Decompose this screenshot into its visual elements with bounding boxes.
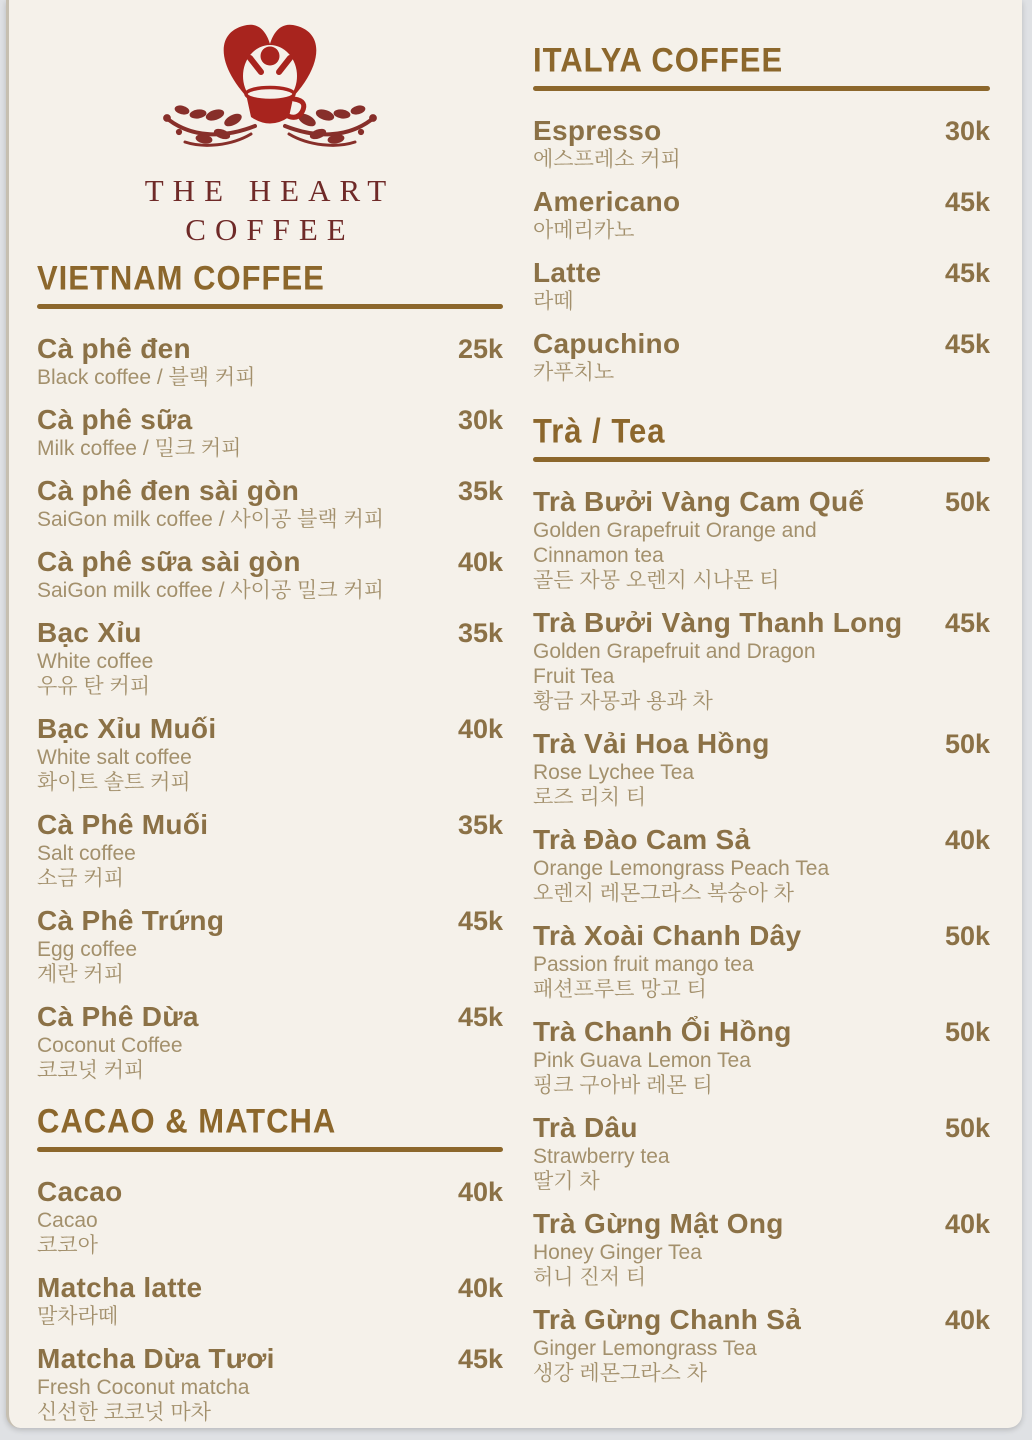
item-desc-line: 카푸치노 [533,361,615,384]
item-desc-line: Golden Grapefruit and Dragon [533,640,816,663]
item-price: 35k [457,476,503,506]
menu-item [533,920,990,1002]
item-price: 40k [457,547,503,577]
item-desc-line: Milk coffee / 밀크 커피 [37,437,242,460]
brand-logo [37,0,503,248]
section-underline [533,86,990,91]
item-price: 30k [457,405,503,435]
section-underline [37,304,503,309]
menu-item-text [37,1001,448,1083]
section-underline [533,457,990,462]
item-desc-line: SaiGon milk coffee / 사이공 밀크 커피 [37,579,385,602]
menu-item-text [533,186,935,243]
section-underline [37,1147,503,1152]
item-price: 45k [944,329,990,359]
menu-item [37,1176,503,1258]
item-name: Cà Phê Dừa [37,1001,199,1032]
item-price: 35k [457,810,503,840]
item-name: Bạc Xỉu [37,617,142,648]
item-price: 40k [457,1273,503,1303]
section-title: VIETNAM COFFEE [37,258,325,298]
menu-item [37,809,503,891]
item-price: 40k [944,825,990,855]
menu-item-text [37,1343,448,1425]
menu-item [37,617,503,699]
menu-item-text [37,713,448,795]
item-name: Trà Đào Cam Sả [533,824,751,855]
item-desc-line: Cinnamon tea [533,544,664,567]
section-title: ITALYA COFFEE [533,40,784,80]
item-name: Trà Vải Hoa Hồng [533,728,770,759]
item-price: 40k [944,1209,990,1239]
item-desc-line: Rose Lychee Tea [533,761,695,784]
menu-item [533,328,990,385]
menu-card [6,0,1022,1428]
item-price: 30k [944,116,990,146]
item-desc-line: 골든 자몽 오렌지 시나몬 티 [533,569,780,592]
item-desc-line: White coffee [37,650,154,673]
item-name: Cà phê sữa [37,404,193,435]
item-price: 50k [944,921,990,951]
item-desc-line: 코코아 [37,1234,98,1257]
item-price: 35k [457,618,503,648]
menu-item [37,905,503,987]
menu-item-text [37,546,448,603]
menu-item [37,404,503,461]
menu-section [37,1101,503,1425]
item-desc-line: 황금 자몽과 용과 차 [533,690,713,713]
item-price: 50k [944,1017,990,1047]
item-name: Cà phê sữa sài gòn [37,546,301,577]
item-price: 25k [457,334,503,364]
menu-item [533,728,990,810]
section-title: CACAO & MATCHA [37,1101,337,1141]
item-name: Capuchino [533,328,681,359]
item-desc-line: 말차라떼 [37,1305,119,1328]
item-price: 45k [457,1002,503,1032]
item-name: Trà Chanh Ổi Hồng [533,1016,792,1047]
menu-section [533,411,990,1386]
menu-item-text [533,728,935,810]
item-name: Espresso [533,115,662,146]
item-name: Bạc Xỉu Muối [37,713,217,744]
item-desc-line: 화이트 솔트 커피 [37,771,191,794]
item-price: 45k [457,1344,503,1374]
item-desc-line: 에스프레소 커피 [533,148,681,171]
menu-item-text [37,1176,448,1258]
menu-item [37,1343,503,1425]
item-name: Cà phê đen [37,333,191,364]
menu-item [533,1304,990,1386]
menu-item [533,1208,990,1290]
item-name: Cà Phê Trứng [37,905,225,936]
menu-item-text [37,809,448,891]
menu-item [533,607,990,714]
item-name: Trà Bưởi Vàng Thanh Long [533,607,903,638]
menu-item [533,115,990,172]
item-desc-line: Ginger Lemongrass Tea [533,1337,757,1360]
item-name: Trà Gừng Chanh Sả [533,1304,802,1335]
menu-section [533,40,990,385]
item-desc-line: White salt coffee [37,746,192,769]
menu-item-text [533,257,935,314]
item-price: 40k [457,714,503,744]
menu-item-text [37,1272,448,1329]
menu-item-text [533,920,935,1002]
item-name: Trà Gừng Mật Ong [533,1208,784,1239]
item-price: 45k [944,258,990,288]
menu-item-text [533,328,935,385]
item-price: 50k [944,1113,990,1143]
item-desc-line: 딸기 차 [533,1170,600,1193]
menu-item-text [37,905,448,987]
item-desc-line: 생강 레몬그라스 차 [533,1362,707,1385]
heart-coffee-logo-icon [155,14,385,166]
brand-name-line1: THE HEART [144,173,396,208]
item-desc-line: Black coffee / 블랙 커피 [37,366,256,389]
item-desc-line: 오렌지 레몬그라스 복숭아 차 [533,882,794,905]
item-desc-line: Coconut Coffee [37,1034,183,1057]
item-price: 40k [944,1305,990,1335]
item-desc-line: 소금 커피 [37,867,124,890]
menu-item-text [533,115,935,172]
menu-item [37,475,503,532]
item-desc-line: SaiGon milk coffee / 사이공 블랙 커피 [37,508,385,531]
item-name: Trà Bưởi Vàng Cam Quế [533,486,865,517]
item-name: Matcha latte [37,1272,203,1303]
item-desc-line: Strawberry tea [533,1145,670,1168]
menu-item [37,333,503,390]
item-desc-line: Golden Grapefruit Orange and [533,519,817,542]
item-desc-line: 아메리카노 [533,219,635,242]
item-name: Americano [533,186,681,217]
item-desc-line: Fruit Tea [533,665,615,688]
item-price: 50k [944,729,990,759]
menu-item-text [533,1304,935,1386]
item-desc-line: Passion fruit mango tea [533,953,754,976]
menu-column-right [533,0,990,1428]
menu-item-text [37,333,448,390]
item-desc-line: Honey Ginger Tea [533,1241,702,1264]
item-name: Trà Xoài Chanh Dây [533,920,802,951]
item-desc-line: Fresh Coconut matcha [37,1376,250,1399]
item-price: 40k [457,1177,503,1207]
menu-item [37,1272,503,1329]
menu-item [533,1112,990,1194]
menu-item [533,486,990,593]
item-desc-line: Orange Lemongrass Peach Tea [533,857,830,880]
item-desc-line: Salt coffee [37,842,136,865]
item-desc-line: 로즈 리치 티 [533,786,647,809]
item-desc-line: 우유 탄 커피 [37,675,151,698]
item-desc-line: Pink Guava Lemon Tea [533,1049,751,1072]
item-name: Cà Phê Muối [37,809,209,840]
item-name: Latte [533,257,602,288]
menu-item [533,186,990,243]
menu-item-text [533,1016,935,1098]
item-desc-line: 패션프루트 망고 티 [533,978,707,1001]
menu-item-text [533,1208,935,1290]
item-desc-line: Egg coffee [37,938,138,961]
item-desc-line: 라떼 [533,290,574,313]
menu-item-text [533,824,935,906]
item-desc-line: 신선한 코코넛 마차 [37,1401,211,1424]
menu-item [37,713,503,795]
menu-item-text [533,607,935,714]
item-price: 45k [944,608,990,638]
menu-item-text [37,617,448,699]
menu-item [37,546,503,603]
menu-item [533,1016,990,1098]
section-title: Trà / Tea [533,411,666,451]
menu-item [533,824,990,906]
item-name: Cacao [37,1176,123,1207]
item-desc-line: 코코넛 커피 [37,1059,145,1082]
menu-item [37,1001,503,1083]
menu-item-text [37,475,448,532]
item-price: 45k [457,906,503,936]
item-desc-line: 허니 진저 티 [533,1266,647,1289]
item-desc-line: 계란 커피 [37,963,124,986]
item-name: Cà phê đen sài gòn [37,475,300,506]
menu-item [533,257,990,314]
brand-name-line2: COFFEE [185,212,355,247]
menu-section [37,258,503,1083]
item-desc-line: 핑크 구아바 레몬 티 [533,1074,713,1097]
menu-item-text [533,486,935,593]
item-name: Trà Dâu [533,1112,638,1143]
menu-item-text [37,404,448,461]
menu-item-text [533,1112,935,1194]
item-price: 45k [944,187,990,217]
item-name: Matcha Dừa Tươi [37,1343,275,1374]
menu-column-left [37,0,503,1428]
item-price: 50k [944,487,990,517]
item-desc-line: Cacao [37,1209,98,1232]
